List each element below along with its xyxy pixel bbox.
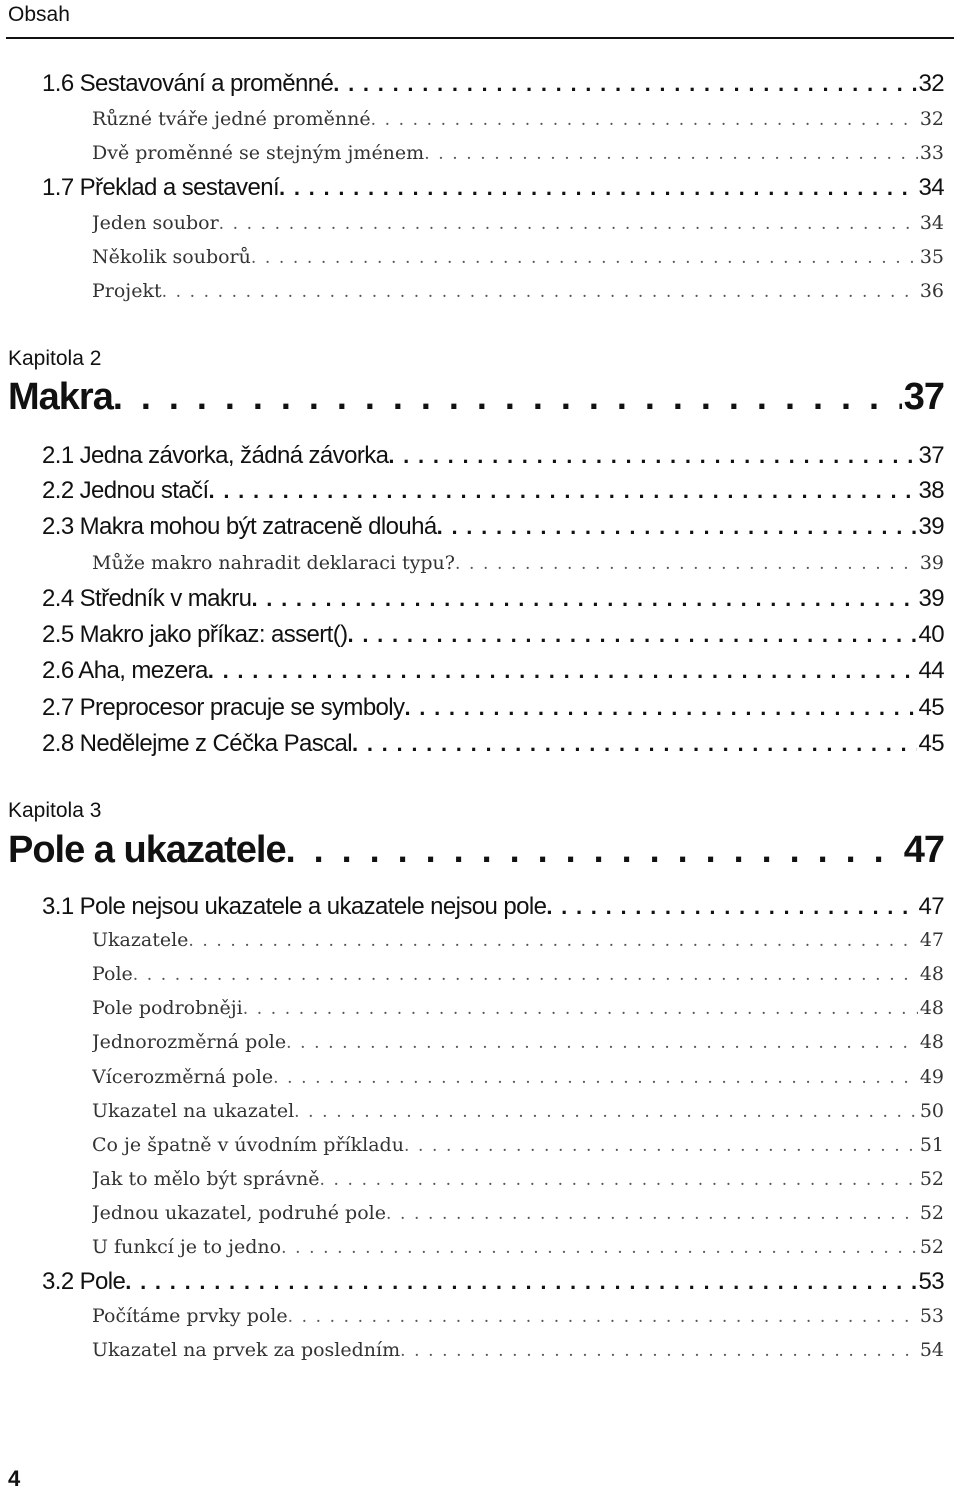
subsection-entry[interactable]	[92, 929, 944, 951]
entry-title: Projekt	[92, 280, 162, 302]
chapter-label: Kapitola 3	[8, 799, 102, 822]
page-number: 4	[8, 1466, 21, 1491]
dot-leader	[386, 1204, 918, 1224]
dot-leader	[219, 214, 918, 234]
section-entry[interactable]	[42, 730, 944, 758]
entry-page-number: 37	[903, 376, 944, 418]
subsection-entry[interactable]	[92, 1168, 944, 1190]
subsection-entry[interactable]	[92, 997, 944, 1019]
subsection-entry[interactable]	[92, 1100, 944, 1122]
subsection-entry[interactable]	[92, 1066, 944, 1088]
section-entry[interactable]	[42, 585, 944, 613]
entry-page-number: 51	[919, 1134, 944, 1156]
dot-leader	[133, 965, 918, 985]
entry-title: 2.5 Makro jako příkaz: assert()	[42, 621, 348, 648]
dot-leader	[320, 1170, 918, 1190]
dot-leader	[294, 1102, 918, 1122]
entry-title: Může makro nahradit deklaraci typu?	[92, 552, 455, 574]
section-entry[interactable]	[42, 477, 944, 505]
entry-page-number: 38	[918, 477, 944, 504]
dot-leader	[424, 144, 918, 164]
dot-leader	[251, 248, 918, 268]
dot-leader	[113, 376, 902, 418]
entry-page-number: 47	[918, 893, 944, 920]
entry-title: Jak to mělo být správně	[92, 1168, 320, 1190]
chapter-label: Kapitola 2	[8, 347, 102, 370]
dot-leader	[348, 622, 917, 648]
dot-leader	[209, 478, 917, 504]
section-entry[interactable]	[42, 70, 944, 98]
entry-page-number: 35	[919, 246, 944, 268]
dot-leader	[455, 554, 918, 574]
entry-page-number: 32	[918, 70, 944, 97]
entry-page-number: 53	[919, 1305, 944, 1327]
subsection-entry[interactable]	[92, 1031, 944, 1053]
header-rule	[6, 37, 954, 39]
entry-title: 2.4 Středník v makru	[42, 585, 252, 612]
entry-page-number: 48	[919, 963, 944, 985]
entry-title: Makra	[8, 376, 113, 418]
subsection-entry[interactable]	[92, 963, 944, 985]
entry-title: Jednou ukazatel, podruhé pole	[92, 1202, 386, 1224]
running-header-title: Obsah	[8, 3, 70, 26]
entry-title: Pole	[92, 963, 133, 985]
entry-page-number: 45	[918, 730, 944, 757]
subsection-entry[interactable]	[92, 1339, 944, 1361]
dot-leader	[437, 514, 917, 540]
entry-title: 1.6 Sestavování a proměnné	[42, 70, 334, 97]
entry-title: 2.6 Aha, mezera	[42, 657, 208, 684]
dot-leader	[281, 1238, 918, 1258]
entry-title: Různé tváře jedné proměnné	[92, 108, 371, 130]
section-entry[interactable]	[42, 442, 944, 470]
section-entry[interactable]	[42, 1268, 944, 1296]
entry-page-number: 54	[919, 1339, 944, 1361]
entry-page-number: 37	[918, 442, 944, 469]
subsection-entry[interactable]	[92, 1305, 944, 1327]
dot-leader	[208, 658, 917, 684]
entry-page-number: 50	[919, 1100, 944, 1122]
subsection-entry[interactable]	[92, 1202, 944, 1224]
dot-leader	[125, 1269, 916, 1295]
subsection-entry[interactable]	[92, 142, 944, 164]
dot-leader	[188, 931, 917, 951]
running-header	[0, 0, 960, 36]
entry-title: 1.7 Překlad a sestavení	[42, 174, 280, 201]
dot-leader	[279, 175, 916, 201]
entry-page-number: 47	[919, 929, 944, 951]
entry-page-number: 39	[919, 552, 944, 574]
entry-page-number: 39	[918, 585, 944, 612]
dot-leader	[333, 71, 916, 97]
dot-leader	[404, 695, 916, 721]
entry-page-number: 36	[919, 280, 944, 302]
entry-title: 3.1 Pole nejsou ukazatele a ukazatele nejsou pole	[42, 893, 547, 920]
entry-page-number: 52	[919, 1202, 944, 1224]
entry-page-number: 45	[918, 694, 944, 721]
section-entry[interactable]	[42, 174, 944, 202]
entry-title: 3.2 Pole	[42, 1268, 126, 1295]
subsection-entry[interactable]	[92, 280, 944, 302]
section-entry[interactable]	[42, 513, 944, 541]
subsection-entry[interactable]	[92, 1236, 944, 1258]
entry-page-number: 49	[919, 1066, 944, 1088]
entry-title: Pole podrobněji	[92, 997, 243, 1019]
entry-page-number: 52	[919, 1236, 944, 1258]
dot-leader	[388, 443, 916, 469]
entry-page-number: 39	[918, 513, 944, 540]
dot-leader	[352, 731, 916, 757]
section-entry[interactable]	[42, 893, 944, 921]
entry-page-number: 34	[919, 212, 944, 234]
entry-title: 2.7 Preprocesor pracuje se symboly	[42, 694, 405, 721]
section-entry[interactable]	[42, 621, 944, 649]
dot-leader	[404, 1136, 918, 1156]
entry-title: 2.8 Nedělejme z Céčka Pascal	[42, 730, 353, 757]
entry-title: 2.2 Jednou stačí	[42, 477, 209, 504]
dot-leader	[243, 999, 918, 1019]
entry-page-number: 52	[919, 1168, 944, 1190]
entry-title: Co je špatně v úvodním příkladu	[92, 1134, 404, 1156]
entry-title: 2.3 Makra mohou být zatraceně dlouhá	[42, 513, 437, 540]
entry-page-number: 47	[903, 829, 944, 871]
entry-title: Pole a ukazatele	[8, 829, 286, 871]
dot-leader	[162, 282, 918, 302]
dot-leader	[273, 1068, 918, 1088]
entry-page-number: 44	[918, 657, 944, 684]
entry-page-number: 48	[919, 1031, 944, 1053]
subsection-entry[interactable]	[92, 108, 944, 130]
dot-leader	[371, 110, 918, 130]
entry-page-number: 48	[919, 997, 944, 1019]
section-entry[interactable]	[42, 657, 944, 685]
entry-title: Jednorozměrná pole	[92, 1031, 287, 1053]
subsection-entry[interactable]	[92, 212, 944, 234]
section-entry[interactable]	[42, 694, 944, 722]
entry-title: Ukazatel na ukazatel	[92, 1100, 295, 1122]
entry-page-number: 40	[918, 621, 944, 648]
chapter-entry[interactable]	[8, 376, 944, 419]
entry-title: Ukazatele	[92, 929, 189, 951]
entry-title: Vícerozměrná pole	[92, 1066, 274, 1088]
dot-leader	[288, 1307, 918, 1327]
dot-leader	[286, 829, 902, 871]
entry-page-number: 34	[918, 174, 944, 201]
entry-page-number: 32	[919, 108, 944, 130]
subsection-entry[interactable]	[92, 552, 944, 574]
dot-leader	[251, 586, 916, 612]
chapter-entry[interactable]	[8, 829, 944, 872]
entry-title: Počítáme prvky pole	[92, 1305, 288, 1327]
dot-leader	[546, 894, 916, 920]
entry-title: 2.1 Jedna závorka, žádná závorka	[42, 442, 389, 469]
subsection-entry[interactable]	[92, 1134, 944, 1156]
entry-title: U funkcí je to jedno	[92, 1236, 282, 1258]
entry-page-number: 33	[919, 142, 944, 164]
entry-title: Několik souborů	[92, 246, 251, 268]
subsection-entry[interactable]	[92, 246, 944, 268]
entry-title: Jeden soubor	[92, 212, 219, 234]
dot-leader	[286, 1033, 918, 1053]
dot-leader	[400, 1341, 918, 1361]
entry-title: Ukazatel na prvek za posledním	[92, 1339, 401, 1361]
entry-title: Dvě proměnné se stejným jménem	[92, 142, 425, 164]
entry-page-number: 53	[918, 1268, 944, 1295]
